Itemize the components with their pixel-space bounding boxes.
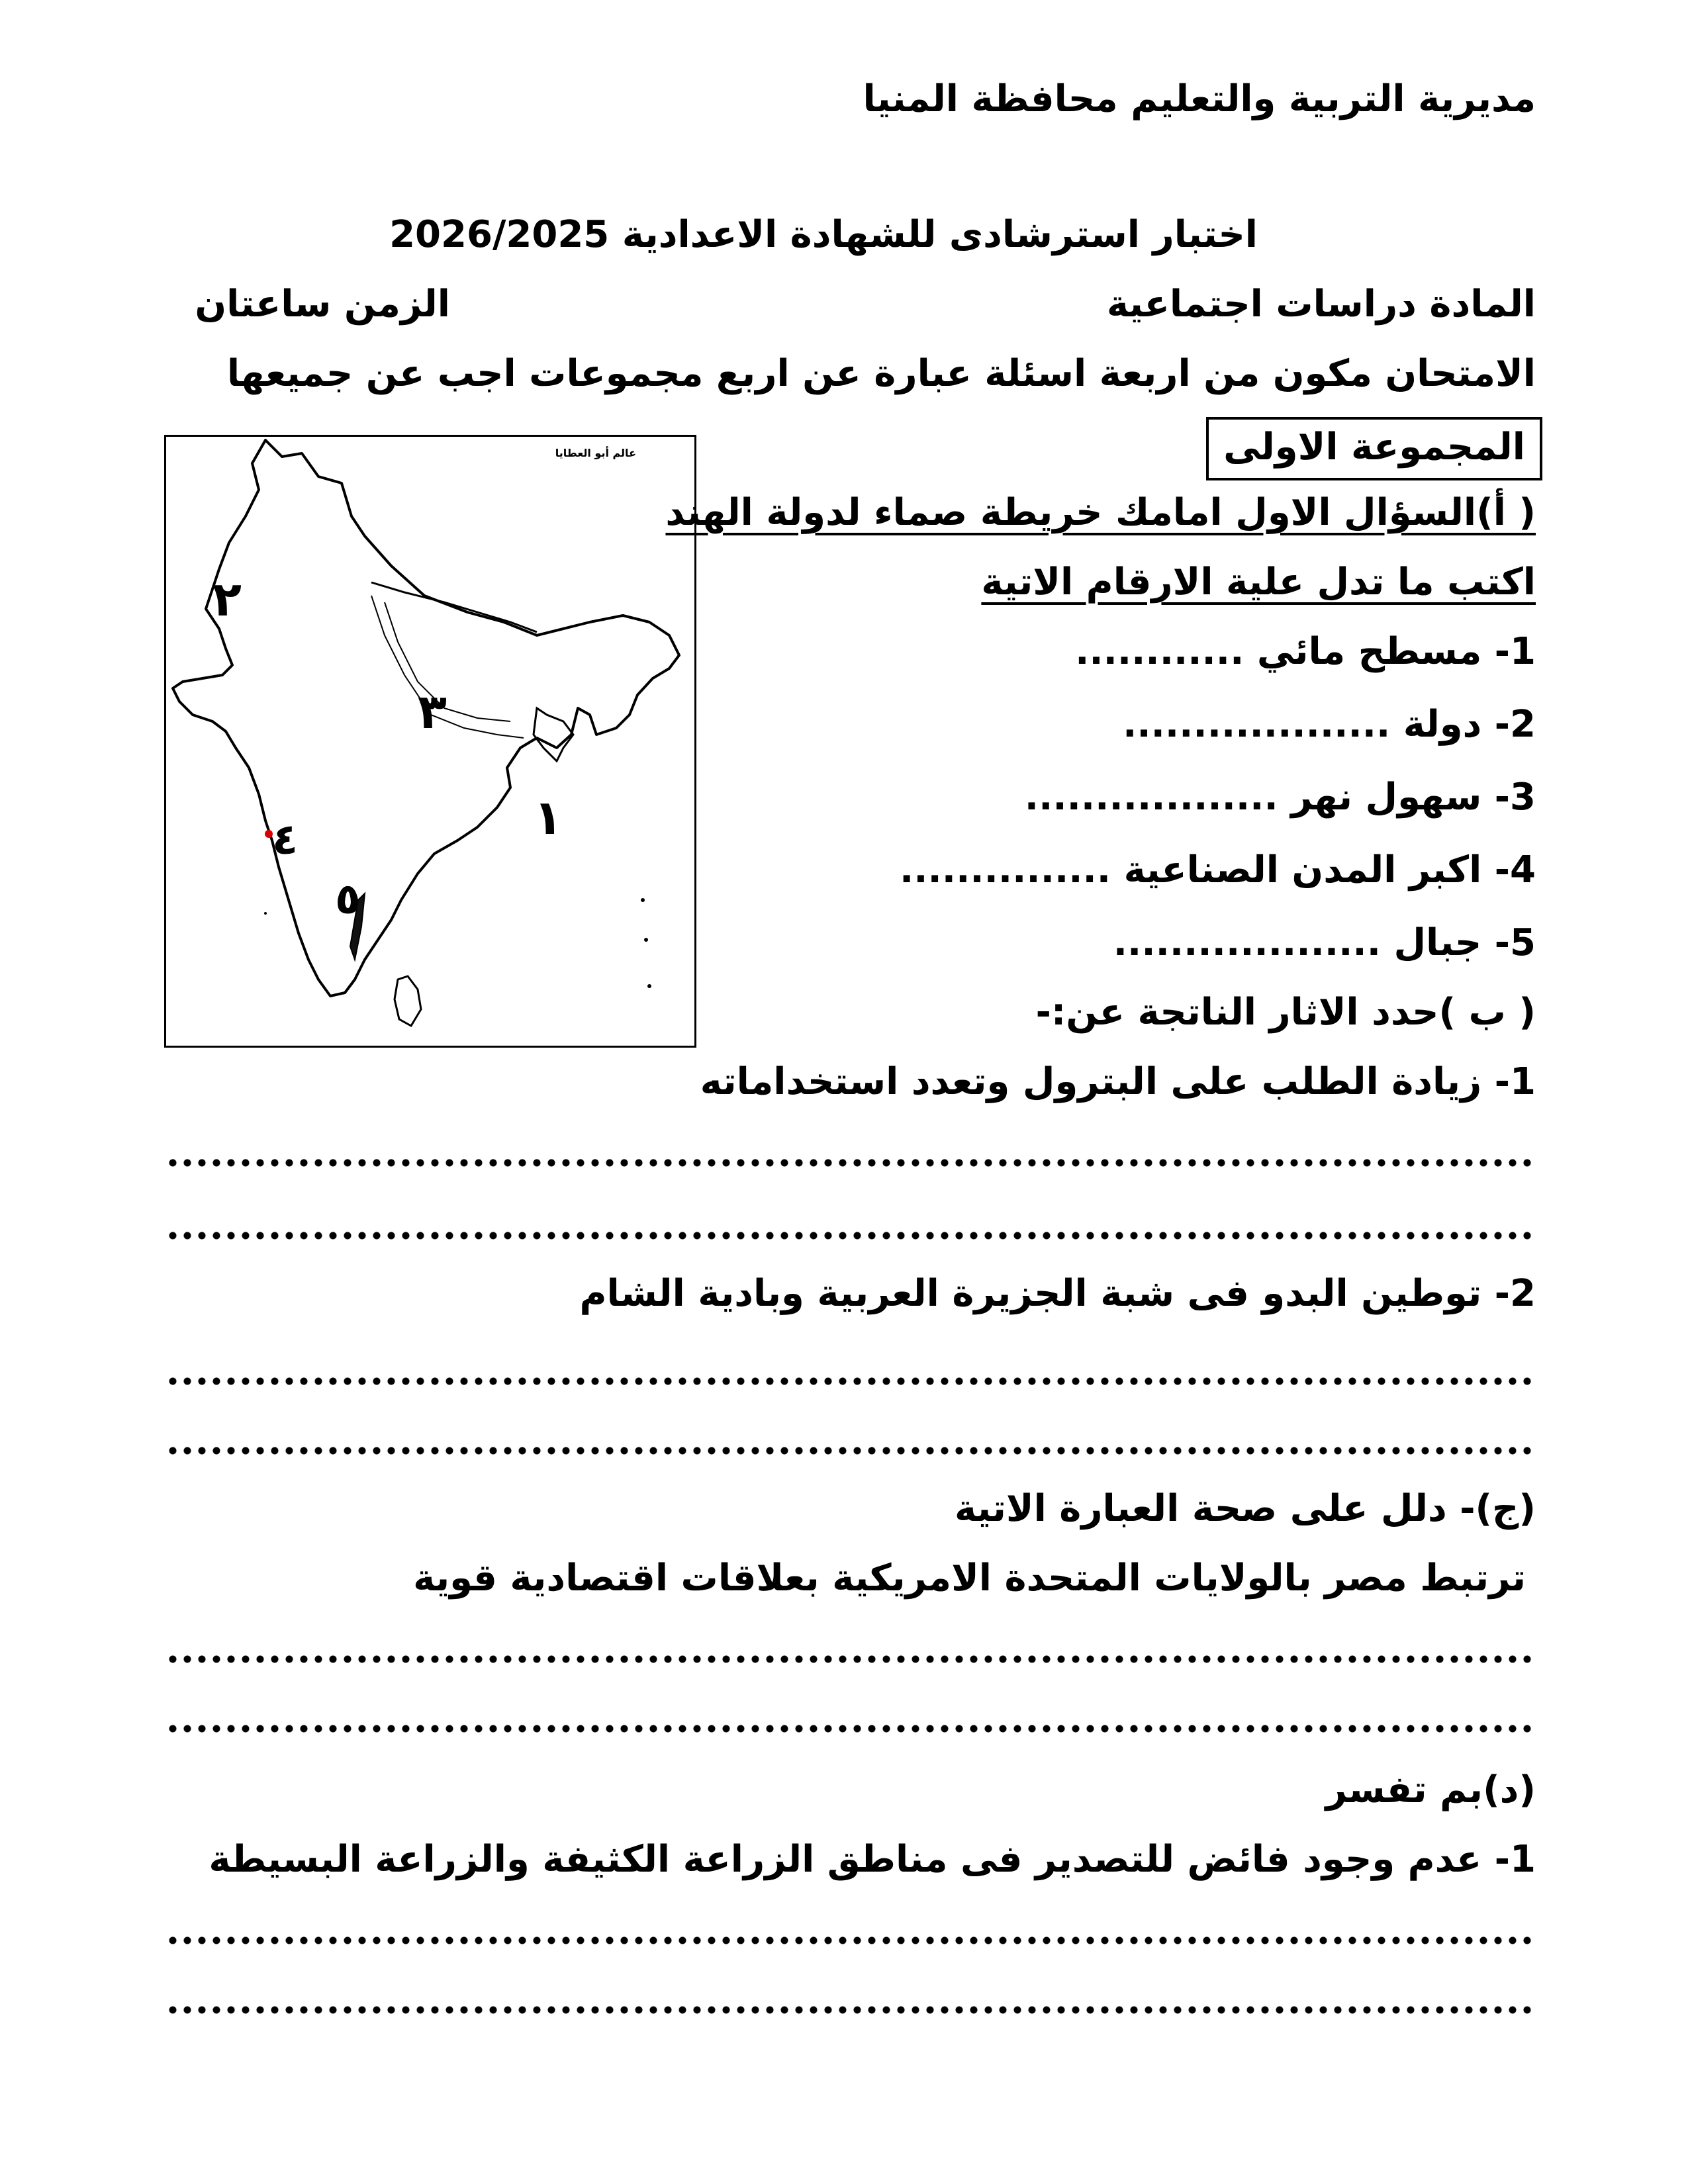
question-c-statement: ترتبط مصر بالولايات المتحدة الامريكية بعلاقات اقتصادية قوية <box>413 1557 1526 1600</box>
answer-line[interactable] <box>165 1933 1536 1948</box>
bangladesh-border <box>534 708 573 761</box>
answer-line[interactable] <box>165 1228 1536 1244</box>
answer-line[interactable] <box>165 1373 1536 1389</box>
map-marker-1: ١ <box>534 790 563 845</box>
question-b-item-1: 1- زيادة الطلب على البترول وتعدد استخداماته <box>700 1060 1536 1103</box>
map-marker-5: ٥ <box>335 875 361 924</box>
question-b-heading: ( ب )حدد الاثار الناتجة عن:- <box>1035 991 1536 1034</box>
exam-title: اختبار استرشادى للشهادة الاعدادية 2026/2025 <box>389 213 1258 256</box>
question-a-item-1: 1- مسطح مائي ............ <box>1075 630 1536 673</box>
answer-line[interactable] <box>165 1721 1536 1737</box>
island-dot <box>644 938 648 942</box>
island-dot <box>641 898 645 902</box>
india-blank-map <box>164 435 696 1048</box>
question-a-item-2: 2- دولة ................... <box>1123 703 1536 746</box>
question-a-subheading: اكتب ما تدل علية الارقام الاتية <box>981 561 1536 604</box>
question-a-heading: ( أ)السؤال الاول امامك خريطة صماء لدولة الهند <box>665 491 1536 534</box>
sri-lanka <box>395 976 421 1026</box>
question-a-item-3: 3- سهول نهر .................. <box>1024 776 1536 819</box>
river-line <box>371 596 524 738</box>
map-marker-4: ٤ <box>272 815 299 864</box>
time-line: الزمن ساعتان <box>195 283 450 326</box>
directorate-title: مديرية التربية والتعليم محافظة المنيا <box>863 77 1536 120</box>
question-b-item-2: 2- توطين البدو فى شبة الجزيرة العربية وبادية الشام <box>579 1272 1536 1315</box>
map-marker-3: ٣ <box>418 684 447 739</box>
question-a-item-4: 4- اكبر المدن الصناعية ............... <box>899 848 1536 891</box>
subject-line: المادة دراسات اجتماعية <box>1106 283 1536 326</box>
map-caption: عالم أبو العطايا <box>555 447 636 459</box>
answer-line[interactable] <box>165 1155 1536 1171</box>
question-c-heading: (ج)- دلل على صحة العبارة الاتية <box>955 1487 1536 1530</box>
answer-line[interactable] <box>165 2002 1536 2018</box>
question-d-item-1: 1- عدم وجود فائض للتصدير فى مناطق الزراعة الكثيفة والزراعة البسيطة <box>209 1838 1536 1881</box>
island-dot <box>647 984 651 988</box>
group-label-box: المجموعة الاولى <box>1206 417 1542 480</box>
question-d-heading: (د)بم تفسر <box>1325 1768 1536 1811</box>
map-marker-2: ٢ <box>212 571 242 627</box>
island-dot <box>264 912 267 915</box>
answer-line[interactable] <box>165 1651 1536 1667</box>
question-a-item-5: 5- جبال ................... <box>1113 921 1536 964</box>
india-map-svg <box>166 437 694 1046</box>
instructions-line: الامتحان مكون من اربعة اسئلة عبارة عن اربع مجموعات اجب عن جميعها <box>226 352 1536 395</box>
answer-line[interactable] <box>165 1443 1536 1459</box>
